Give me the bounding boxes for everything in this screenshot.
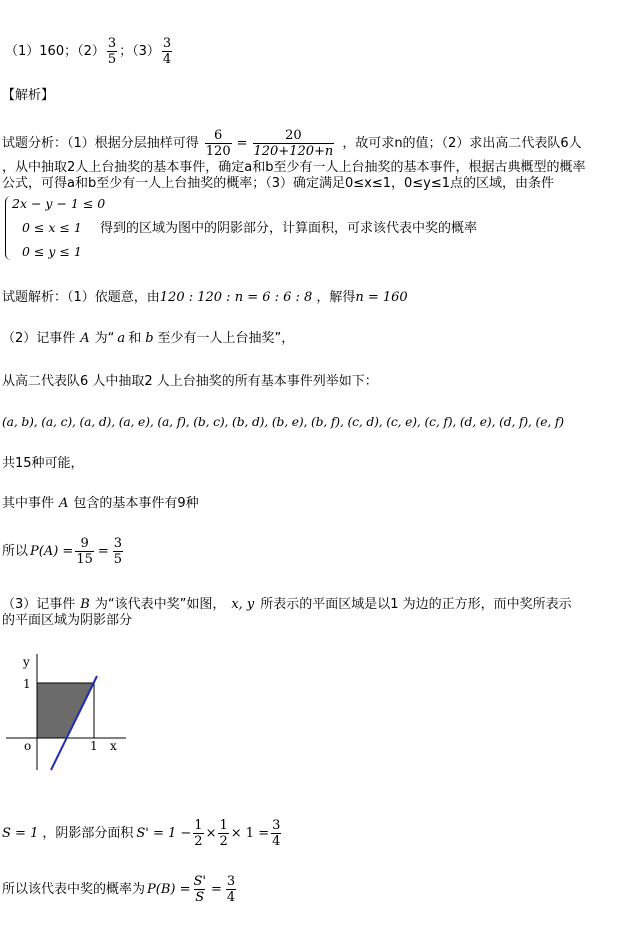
analysis-fraction-1: $\frac{6}{120}$ bbox=[205, 128, 231, 159]
answer-2-fraction: $\frac{3}{5}$ bbox=[107, 36, 117, 67]
events-list: (a, b), (a, c), (a, d), (a, e), (a, f), (b, c), (b, d), (b, e), (b, f), (c, d), (c, e), (c, f), (d, e), (d, f), (e, f) bbox=[2, 415, 564, 429]
answer-line bbox=[5, 36, 174, 67]
system-brace bbox=[5, 196, 12, 260]
prob-b-fraction-2: $\frac{3}{4}$ bbox=[226, 874, 236, 905]
solution-part-3: （3）记事件 B 为“该代表中奖”如图， x, y 所表示的平面区域是以1 为边的正方形，而中奖所表示 bbox=[2, 597, 572, 612]
analysis-line-1: 试题分析：（1）根据分层抽样可得 $\frac{6}{120}$ = $\frac{20}{120+120+n}$ ，故可求n的值；（2）求出高二代表队6人 bbox=[2, 128, 582, 159]
analysis-line-2: ，从中抽取2人上台抽奖的基本事件，确定a和b至少有一人上台抽奖的基本事件，根据古典概型的概率 bbox=[2, 160, 586, 175]
events-count: 共15种可能， bbox=[2, 456, 84, 471]
event-a-count: 其中事件 A 包含的基本事件有9种 bbox=[2, 496, 199, 511]
answer-sep: ；（3） bbox=[119, 44, 160, 59]
x-axis-label: x bbox=[110, 739, 117, 753]
analysis-conclusion: 得到的区域为图中的阴影部分，计算面积，可求该代表中奖的概率 bbox=[100, 221, 478, 236]
area-fraction-2: $\frac{1}{2}$ bbox=[219, 818, 228, 849]
condition-1: 2x − y − 1 ≤ 0 bbox=[12, 196, 106, 211]
y-one-label: 1 bbox=[23, 677, 31, 691]
shaded-region bbox=[37, 683, 94, 738]
area-fraction-3: $\frac{3}{4}$ bbox=[272, 818, 281, 849]
condition-2: 0 ≤ x ≤ 1 bbox=[22, 220, 82, 235]
x-one-label: 1 bbox=[90, 739, 98, 753]
prob-a-fraction-1: $\frac{9}{15}$ bbox=[76, 536, 93, 567]
answer-3-fraction: $\frac{3}{4}$ bbox=[162, 36, 172, 67]
solution-part-3-line-2: 的平面区域为阴影部分 bbox=[2, 613, 133, 628]
prob-b-line: 所以该代表中奖的概率为 P(B) = $\frac{S'}{S}$ = $\frac{3}{4}$ bbox=[2, 874, 236, 905]
analysis-fraction-2: $\frac{20}{120+120+n}$ bbox=[253, 128, 334, 159]
prob-a-fraction-2: $\frac{3}{5}$ bbox=[113, 536, 123, 567]
area-line: S = 1 ，阴影部分面积 S' = 1 − $\frac{1}{2}$ × $\frac{1}{2}$ × 1 = $\frac{3}{4}$ bbox=[2, 818, 281, 849]
analysis-line-3: 公式，可得a和b至少有一人上台抽奖的概率；（3）确定满足0≤x≤1，0≤y≤1点的区域，由条件 bbox=[2, 176, 555, 191]
condition-3: 0 ≤ y ≤ 1 bbox=[22, 244, 82, 259]
region-figure bbox=[6, 652, 146, 772]
prob-a-line: 所以 P(A) = $\frac{9}{15}$ = $\frac{3}{5}$ bbox=[2, 536, 123, 567]
solution-part-1: 试题解析：（1）依题意，由120 : 120 : n = 6 : 6 : 8 ，解得n = 160 bbox=[2, 290, 408, 305]
section-heading: 【解析】 bbox=[2, 88, 55, 103]
area-fraction-1: $\frac{1}{2}$ bbox=[194, 818, 203, 849]
solution-part-2: （2）记事件 A 为“ a 和 b 至少有一人上台抽奖”， bbox=[2, 331, 295, 346]
prob-b-fraction-1: $\frac{S'}{S}$ bbox=[193, 874, 206, 905]
origin-label: o bbox=[24, 739, 32, 753]
answer-label: （1）160；（2） bbox=[5, 44, 105, 59]
events-intro: 从高二代表队6 人中抽取2 人上台抽奖的所有基本事件列举如下： bbox=[2, 374, 378, 389]
y-axis-label: y bbox=[23, 655, 30, 669]
